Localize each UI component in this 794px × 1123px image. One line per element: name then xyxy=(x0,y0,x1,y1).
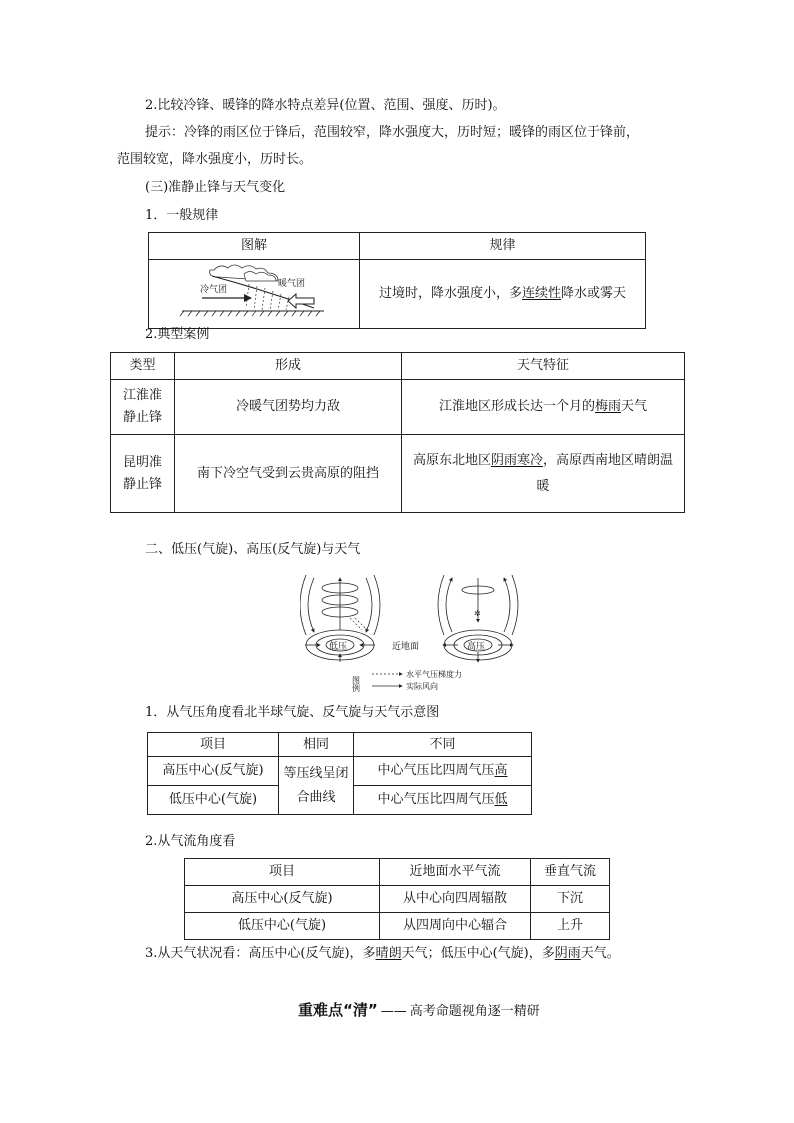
warm-air-label: 暖气团 xyxy=(278,279,306,289)
rule-prefix: 过境时，降水强度小，多 xyxy=(378,286,522,301)
kunming-weather-prefix: 高原东北地区 xyxy=(412,452,491,468)
airflow-angle-table xyxy=(184,858,610,940)
surface-label: 近地面 xyxy=(392,642,420,652)
t3-high-item: 高压中心(反气旋) xyxy=(148,757,279,786)
kunming-weather-suffix: ，高原西南地区晴朗温暖 xyxy=(536,452,674,494)
svg-text:✲: ✲ xyxy=(474,609,481,618)
t3-high-diff-prefix: 中心气压比四周气压 xyxy=(377,763,495,778)
quasi-front-diagram xyxy=(154,260,354,322)
kunming-formation: 南下冷空气受到云贵高原的阻挡 xyxy=(175,435,402,513)
t3-header-diff: 不同 xyxy=(354,733,532,757)
banner-dash: —— xyxy=(380,1004,407,1019)
pressure-heading: 二、低压(气旋)、高压(反气旋)与天气 xyxy=(145,542,361,557)
jianghuai-weather-suffix: 天气 xyxy=(621,399,648,414)
weather-underlined-rainy: 阴雨 xyxy=(554,946,581,961)
t3-same: 等压线呈闭合曲线 xyxy=(279,757,354,815)
t4-header-horizontal: 近地面水平气流 xyxy=(380,859,531,886)
jianghuai-type: 江淮准静止锋 xyxy=(111,380,175,435)
t4-low-horizontal: 从四周向中心辐合 xyxy=(380,913,531,940)
typical-cases-heading: 2.典型案例 xyxy=(145,327,210,342)
t3-header-item: 项目 xyxy=(148,733,279,757)
rule-text xyxy=(360,260,646,329)
t3-low-diff-prefix: 中心气压比四周气压 xyxy=(377,792,495,807)
legend-title: 图例 xyxy=(351,676,361,692)
t4-low-vertical: 上升 xyxy=(531,913,610,940)
t4-header-item: 项目 xyxy=(185,859,380,886)
t4-header-vertical: 垂直气流 xyxy=(531,859,610,886)
weather-suffix: 天气。 xyxy=(580,946,620,961)
banner-bold: 重难点“清” xyxy=(298,1001,378,1019)
front-diagram-cell xyxy=(149,260,360,329)
cyclone-anticyclone-diagram xyxy=(300,570,520,695)
rule-underlined: 连续性 xyxy=(521,286,561,301)
legend-dashed: 水平气压梯度力 xyxy=(406,670,462,679)
t3-header-same: 相同 xyxy=(279,733,354,757)
legend-solid: 实际风向 xyxy=(406,682,438,691)
weather-underlined-sunny: 晴朗 xyxy=(375,946,402,961)
banner-light: 高考命题视角逐一精研 xyxy=(409,1004,540,1019)
header-weather: 天气特征 xyxy=(402,353,685,380)
t3-high-diff xyxy=(354,757,532,786)
jianghuai-formation: 冷暖气团势均力敌 xyxy=(175,380,402,435)
t4-high-item: 高压中心(反气旋) xyxy=(185,886,380,913)
airflow-angle-heading: 2.从气流角度看 xyxy=(145,834,236,849)
t4-high-horizontal: 从中心向四周辐散 xyxy=(380,886,531,913)
hint-line-1: 提示：冷锋的雨区位于锋后，范围较窄，降水强度大，历时短；暖锋的雨区位于锋前， xyxy=(145,125,640,140)
t4-high-vertical: 下沉 xyxy=(531,886,610,913)
typical-cases-table xyxy=(110,352,685,513)
header-formation: 形成 xyxy=(175,353,402,380)
rule-suffix: 降水或雾天 xyxy=(561,286,627,301)
header-rule: 规律 xyxy=(360,233,646,260)
kunming-weather-underlined: 阴雨寒冷 xyxy=(490,452,543,468)
pressure-angle-table xyxy=(147,732,532,815)
kunming-type: 昆明准静止锋 xyxy=(111,435,175,513)
kunming-weather xyxy=(402,435,685,513)
jianghuai-weather-prefix: 江淮地区形成长达一个月的 xyxy=(438,399,595,414)
jianghuai-weather xyxy=(402,380,685,435)
header-type: 类型 xyxy=(111,353,175,380)
general-rule-heading: 1．一般规律 xyxy=(145,208,219,223)
hint-line-2: 范围较宽，降水强度小，历时长。 xyxy=(117,152,313,167)
general-rule-table xyxy=(148,232,646,329)
high-label: 高压 xyxy=(467,642,486,652)
cold-air-label: 冷气团 xyxy=(200,285,228,295)
t4-low-item: 低压中心(气旋) xyxy=(185,913,380,940)
jianghuai-weather-underlined: 梅雨 xyxy=(594,399,621,414)
quasi-front-heading: (三)准静止锋与天气变化 xyxy=(145,180,286,195)
weather-mid: 天气；低压中心(气旋)，多 xyxy=(401,946,555,961)
question-2: 2.比较冷锋、暖锋的降水特点差异(位置、范围、强度、历时)。 xyxy=(145,98,506,113)
t3-low-item: 低压中心(气旋) xyxy=(148,786,279,815)
t3-low-diff xyxy=(354,786,532,815)
pressure-angle-heading: 1．从气压角度看北半球气旋、反气旋与天气示意图 xyxy=(145,705,440,720)
weather-angle-line xyxy=(145,944,620,964)
section-banner xyxy=(298,999,540,1020)
t3-high-diff-underlined: 高 xyxy=(494,763,508,778)
low-label: 低压 xyxy=(329,642,348,652)
weather-prefix: 3.从天气状况看：高压中心(反气旋)，多 xyxy=(145,946,376,961)
t3-low-diff-underlined: 低 xyxy=(494,792,508,807)
header-diagram: 图解 xyxy=(149,233,360,260)
